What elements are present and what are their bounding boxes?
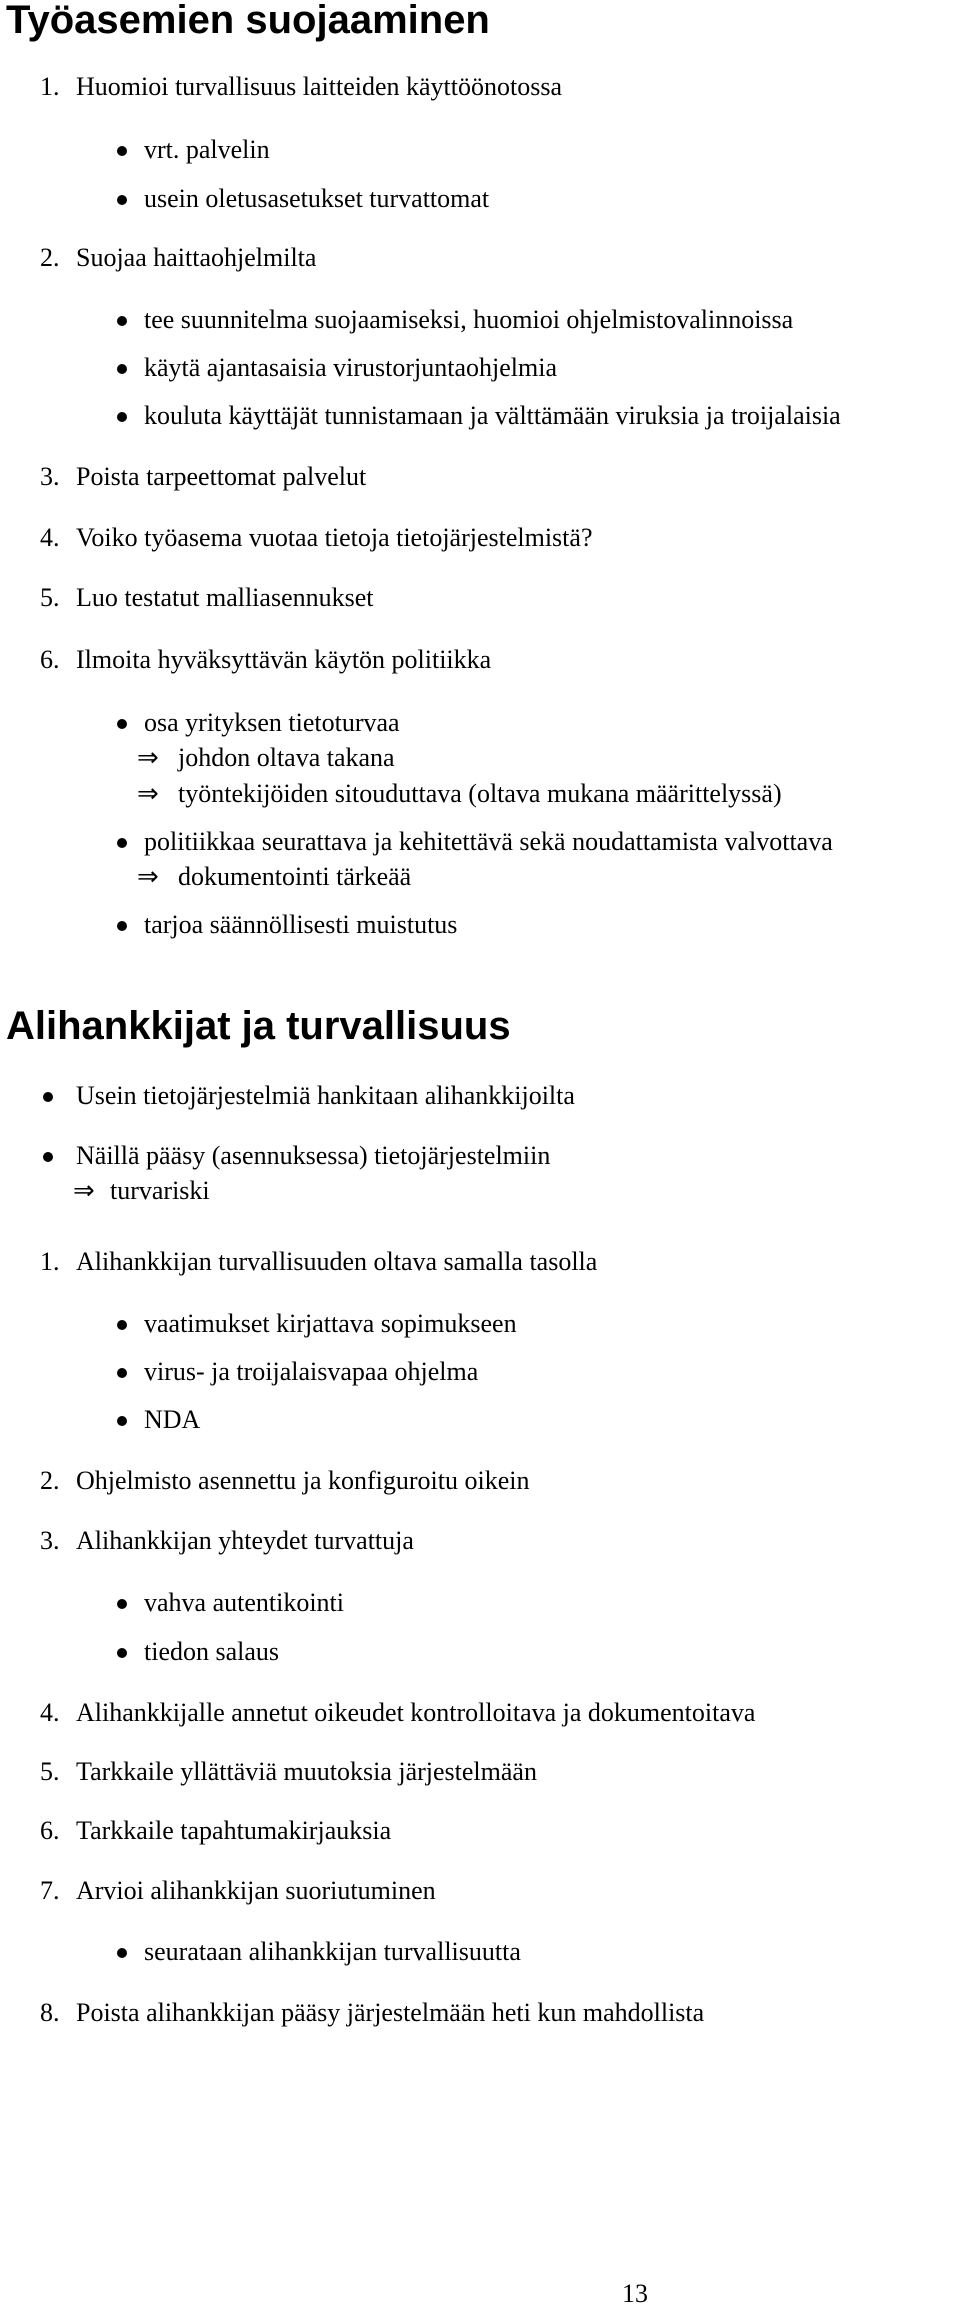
list-number: 4. — [40, 523, 60, 552]
bullet-item: vahva autentikointi — [144, 1588, 345, 1617]
list-item: Voiko työasema vuotaa tietoja tietojärjestelmistä? — [76, 523, 593, 552]
bullet-item: kouluta käyttäjät tunnistamaan ja välttämään viruksia ja troijalaisia — [144, 401, 841, 430]
list-number: 3. — [40, 1526, 60, 1555]
list-number: 4. — [40, 1698, 60, 1727]
bullet-icon — [117, 412, 127, 422]
implies-arrow-icon: ⇒ — [73, 1176, 95, 1206]
bullet-item: Usein tietojärjestelmiä hankitaan alihankkijoilta — [76, 1081, 575, 1110]
list-number: 7. — [40, 1876, 60, 1905]
list-number: 6. — [40, 1816, 60, 1845]
bullet-item: NDA — [144, 1405, 201, 1434]
bullet-item: seurataan alihankkijan turvallisuutta — [144, 1937, 521, 1966]
list-number: 5. — [40, 1757, 60, 1786]
bullet-icon — [43, 1152, 53, 1162]
bullet-item: käytä ajantasaisia virustorjuntaohjelmia — [144, 353, 557, 382]
bullet-item: vrt. palvelin — [144, 135, 270, 164]
list-item: Alihankkijalle annetut oikeudet kontrolloitava ja dokumentoitava — [76, 1698, 756, 1727]
bullet-icon — [117, 316, 127, 326]
bullet-icon — [117, 364, 127, 374]
page-number: 13 — [622, 2279, 648, 2308]
implies-arrow-icon: ⇒ — [137, 743, 159, 773]
list-number: 1. — [40, 72, 60, 101]
implication-item: dokumentointi tärkeää — [178, 862, 412, 891]
bullet-icon — [117, 1948, 127, 1958]
bullet-icon — [117, 1320, 127, 1330]
bullet-icon — [43, 1092, 53, 1102]
list-item: Poista alihankkijan pääsy järjestelmään heti kun mahdollista — [76, 1998, 705, 2027]
list-number: 8. — [40, 1998, 60, 2027]
section-title: Alihankkijat ja turvallisuus — [6, 1004, 511, 1048]
bullet-item: virus- ja troijalaisvapaa ohjelma — [144, 1357, 479, 1386]
list-number: 5. — [40, 583, 60, 612]
list-item: Poista tarpeettomat palvelut — [76, 462, 367, 491]
bullet-item: tee suunnitelma suojaamiseksi, huomioi ohjelmistovalinnoissa — [144, 305, 794, 334]
list-number: 3. — [40, 462, 60, 491]
implication-item: turvariski — [110, 1176, 210, 1205]
list-number: 6. — [40, 645, 60, 674]
bullet-item: tiedon salaus — [144, 1637, 280, 1666]
list-item: Arvioi alihankkijan suoriutuminen — [76, 1876, 436, 1905]
list-item: Ohjelmisto asennettu ja konfiguroitu oikein — [76, 1466, 530, 1495]
bullet-icon — [117, 1648, 127, 1658]
bullet-icon — [117, 921, 127, 931]
list-item: Suojaa haittaohjelmilta — [76, 243, 317, 272]
bullet-icon — [117, 195, 127, 205]
bullet-icon — [117, 1416, 127, 1426]
implies-arrow-icon: ⇒ — [137, 779, 159, 809]
list-number: 1. — [40, 1247, 60, 1276]
bullet-item: vaatimukset kirjattava sopimukseen — [144, 1309, 517, 1338]
bullet-icon — [117, 1368, 127, 1378]
list-number: 2. — [40, 1466, 60, 1495]
implies-arrow-icon: ⇒ — [137, 862, 159, 892]
list-item: Tarkkaile yllättäviä muutoksia järjestelmään — [76, 1757, 537, 1786]
bullet-icon — [117, 719, 127, 729]
list-item: Alihankkijan turvallisuuden oltava samalla tasolla — [76, 1247, 598, 1276]
bullet-item: politiikkaa seurattava ja kehitettävä sekä noudattamista valvottava — [144, 827, 833, 856]
bullet-item: usein oletusasetukset turvattomat — [144, 184, 490, 213]
bullet-icon — [117, 838, 127, 848]
list-item: Luo testatut malliasennukset — [76, 583, 374, 612]
bullet-item: tarjoa säännöllisesti muistutus — [144, 910, 458, 939]
bullet-item: Näillä pääsy (asennuksessa) tietojärjestelmiin — [76, 1141, 551, 1170]
implication-item: työntekijöiden sitouduttava (oltava mukana määrittelyssä) — [178, 779, 782, 808]
list-item: Alihankkijan yhteydet turvattuja — [76, 1526, 414, 1555]
section-title: Työasemien suojaaminen — [6, 0, 490, 42]
list-item: Huomioi turvallisuus laitteiden käyttöönotossa — [76, 72, 563, 101]
bullet-icon — [117, 1599, 127, 1609]
bullet-icon — [117, 146, 127, 156]
list-number: 2. — [40, 243, 60, 272]
bullet-item: osa yrityksen tietoturvaa — [144, 708, 400, 737]
list-item: Tarkkaile tapahtumakirjauksia — [76, 1816, 392, 1845]
implication-item: johdon oltava takana — [178, 743, 395, 772]
list-item: Ilmoita hyväksyttävän käytön politiikka — [76, 645, 492, 674]
